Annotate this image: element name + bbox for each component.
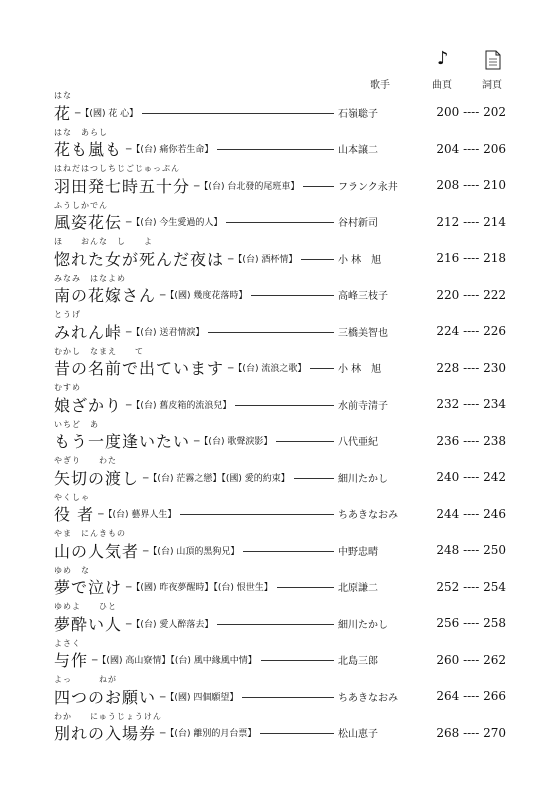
- leader-line: [294, 478, 334, 479]
- song-index-list: [0, 90, 560, 747]
- page-range: 208 ---- 210: [436, 178, 506, 192]
- page-range: 232 ---- 234: [436, 397, 506, 411]
- page-range: 236 ---- 238: [436, 433, 506, 448]
- singer-name: ちあきなおみ: [338, 692, 398, 704]
- furigana: やぎり わた: [54, 456, 117, 465]
- song-title: 娘ざかり: [54, 395, 123, 415]
- song-title: 惚れた女が死んだ夜は: [54, 249, 225, 269]
- singer-name: 細川たかし: [338, 619, 388, 631]
- leader-line: [301, 259, 334, 260]
- furigana: ほ おんな し よ: [54, 237, 153, 246]
- song-entry: [0, 309, 560, 346]
- leader-line: [208, 332, 334, 333]
- page-range: 228 ---- 230: [436, 360, 506, 375]
- singer-name: 中野忠晴: [338, 546, 378, 558]
- song-alt-titles: ─【(台) 痛你若生命】: [126, 145, 214, 155]
- furigana: ゆめ な: [54, 565, 90, 575]
- page-range: 244 ---- 246: [436, 506, 506, 521]
- singer-name: 小 林 旭: [338, 364, 382, 375]
- leader-line: [142, 113, 334, 114]
- furigana: ゆめよ ひと: [54, 602, 117, 611]
- page-range: 264 ---- 266: [436, 689, 506, 703]
- song-entry: [0, 200, 560, 237]
- song-entry: [0, 638, 560, 675]
- song-alt-titles: ─【(台) 茫霧之戀】【(國) 愛的約束】: [143, 473, 290, 484]
- song-alt-titles: ─【(台) 今生愛過的人】: [126, 218, 223, 228]
- song-entry: [0, 528, 560, 565]
- leader-line: [277, 587, 334, 588]
- singer-name: 北原謙二: [338, 583, 378, 594]
- page-range: 216 ---- 218: [436, 251, 506, 265]
- singer-name: 細川たかし: [338, 473, 388, 485]
- song-alt-titles: ─【(國) 四個願望】: [160, 692, 239, 703]
- page-range: 204 ---- 206: [436, 141, 506, 156]
- song-entry: [0, 90, 560, 127]
- leader-line: [217, 624, 334, 625]
- furigana: よっ ねが: [54, 675, 117, 684]
- page-range: 256 ---- 258: [436, 616, 506, 630]
- singer-name: フランク永井: [338, 181, 398, 193]
- song-alt-titles: ─【(台) 離別的月台票】: [160, 729, 257, 739]
- singer-name: 八代亜紀: [338, 437, 378, 448]
- song-title: 役 者: [54, 505, 95, 524]
- song-alt-titles: ─【(台) 酒杯情】: [228, 254, 298, 265]
- song-entry: [0, 236, 560, 273]
- singer-name: 谷村新司: [338, 218, 378, 229]
- page-range: 268 ---- 270: [436, 725, 506, 740]
- singer-name: 山本譲二: [338, 145, 378, 156]
- song-entry: [0, 127, 560, 164]
- song-title: 山の人気者: [54, 541, 140, 561]
- song-title: 羽田発七時五十分: [54, 176, 191, 196]
- page-range: 224 ---- 226: [436, 324, 506, 338]
- song-title: 夢で泣け: [54, 578, 123, 597]
- document-icon: [485, 50, 501, 70]
- song-alt-titles: ─【(台) 台北發的尾班車】: [194, 181, 300, 192]
- furigana: いちど あ: [54, 419, 99, 429]
- leader-line: [226, 222, 334, 223]
- song-title: 四つのお願い: [54, 687, 157, 707]
- song-title: もう一度逢いたい: [54, 432, 191, 451]
- leader-line: [180, 514, 334, 515]
- singer-name: 高峰三枝子: [338, 291, 388, 302]
- furigana: よさく: [54, 638, 81, 648]
- song-title: 南の花嫁さん: [54, 286, 157, 305]
- song-entry: [0, 382, 560, 419]
- furigana: みなみ はなよめ: [54, 273, 126, 283]
- page-range: 212 ---- 214: [436, 214, 506, 229]
- song-alt-titles: ─【(台) 歌聲淚影】: [194, 437, 273, 447]
- furigana: むかし なまえ て: [54, 346, 144, 356]
- furigana: はな あらし: [54, 127, 108, 137]
- song-title: 別れの入場券: [54, 724, 157, 743]
- music-note-icon: ♪: [437, 48, 449, 69]
- song-alt-titles: ─【(國) 花 心】: [75, 108, 139, 119]
- song-page-column-label: 曲頁: [432, 80, 452, 91]
- song-alt-titles: ─【(國) 昨夜夢醒時】【(台) 恨世生】: [126, 583, 273, 593]
- song-entry: [0, 273, 560, 310]
- leader-line: [243, 551, 334, 552]
- song-entry: [0, 601, 560, 638]
- page-range: 220 ---- 222: [436, 287, 506, 302]
- song-alt-titles: ─【(國) 幾度花落時】: [160, 291, 248, 301]
- singer-name: 松山恵子: [338, 729, 378, 740]
- song-entry: [0, 492, 560, 529]
- singer-name: 三橋美智也: [338, 327, 388, 339]
- furigana: はな: [54, 91, 72, 100]
- page-range: 240 ---- 242: [436, 470, 506, 484]
- singer-name: ちあきなおみ: [338, 510, 398, 521]
- singer-name: 小 林 旭: [338, 254, 382, 266]
- song-alt-titles: ─【(國) 高山寮情】【(台) 風中緣風中情】: [92, 656, 257, 666]
- furigana: とうげ: [54, 310, 81, 319]
- song-entry: [0, 711, 560, 748]
- furigana: むすめ: [54, 383, 81, 392]
- song-entry: [0, 565, 560, 602]
- leader-line: [310, 368, 334, 369]
- song-alt-titles: ─【(台) 舊皮箱的流浪兒】: [126, 400, 232, 411]
- song-alt-titles: ─【(台) 山頂的黑狗兄】: [143, 546, 240, 557]
- song-entry: [0, 455, 560, 492]
- song-title: 風姿花伝: [54, 213, 123, 232]
- column-header: [0, 44, 560, 92]
- leader-line: [260, 733, 334, 734]
- song-alt-titles: ─【(台) 藝界人生】: [98, 510, 177, 520]
- song-entry: [0, 346, 560, 383]
- song-entry: [0, 674, 560, 711]
- song-title: 昔の名前で出ています: [54, 359, 225, 378]
- leader-line: [251, 295, 334, 296]
- furigana: わか にゅうじょうけん: [54, 711, 162, 721]
- furigana: ふうしかでん: [54, 200, 108, 210]
- song-title: みれん峠: [54, 322, 123, 342]
- singer-name: 北島三郎: [338, 656, 378, 667]
- page-range: 252 ---- 254: [436, 579, 506, 594]
- singer-name: 水前寺清子: [338, 400, 388, 412]
- song-alt-titles: ─【(台) 送君情淚】: [126, 327, 205, 338]
- song-alt-titles: ─【(台) 流浪之歌】: [228, 364, 307, 374]
- leader-line: [276, 441, 334, 442]
- leader-line: [261, 660, 334, 661]
- leader-line: [217, 149, 334, 150]
- song-title: 夢酔い人: [54, 614, 123, 634]
- song-entry: [0, 419, 560, 456]
- page-range: 260 ---- 262: [436, 652, 506, 667]
- song-entry: [0, 163, 560, 200]
- furigana: はねだはつしちじごじゅっぷん: [54, 164, 180, 173]
- singer-column-label: 歌手: [370, 80, 390, 91]
- leader-line: [242, 697, 334, 698]
- leader-line: [235, 405, 334, 406]
- song-title: 花: [54, 103, 72, 123]
- leader-line: [303, 186, 334, 187]
- singer-name: 石嶺聡子: [338, 108, 378, 120]
- song-alt-titles: ─【(台) 愛人醉落去】: [126, 619, 214, 630]
- page-range: 248 ---- 250: [436, 543, 506, 557]
- page-range: 200 ---- 202: [436, 105, 506, 119]
- furigana: やま にんきもの: [54, 529, 126, 538]
- song-title: 与作: [54, 651, 89, 670]
- song-title: 花も嵐も: [54, 140, 123, 159]
- furigana: やくしゃ: [54, 492, 90, 502]
- song-title: 矢切の渡し: [54, 468, 140, 488]
- lyric-page-column-label: 詞頁: [482, 80, 502, 91]
